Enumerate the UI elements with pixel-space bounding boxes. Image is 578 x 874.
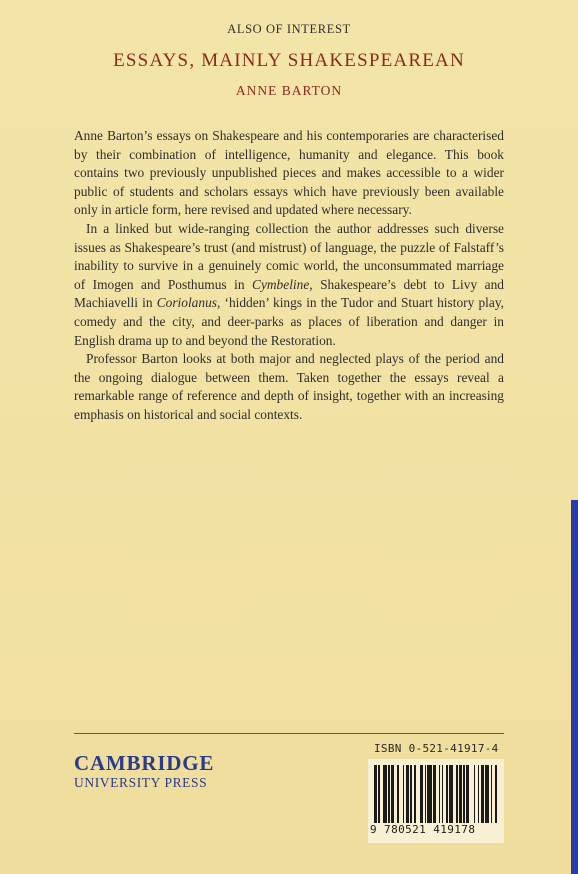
spine-edge <box>571 500 578 874</box>
blurb-paragraph-3: Professor Barton looks at both major and neglected plays of the period and the ongoing dialogue between them. Taken together the essays reveal a remarkable range of reference and depth of insight, together with an increasing emphasis on historical and social contexts. <box>74 351 504 422</box>
book-title: ESSAYS, MAINLY SHAKESPEAREAN <box>113 50 465 71</box>
italic-title-coriolanus: Coriolanus <box>156 295 217 311</box>
italic-title-cymbeline: Cymbeline <box>252 276 310 292</box>
barcode-box <box>368 759 504 843</box>
divider-rule <box>74 733 504 734</box>
isbn-block <box>368 742 504 843</box>
barcode-digits: 9 780521 419178 <box>370 823 476 836</box>
barcode-bar <box>497 765 500 823</box>
blurb-paragraph-2 <box>74 220 504 350</box>
blurb <box>74 127 504 425</box>
blurb-text: , ‘hidden’ kings in the Tudor and Stuart history play, comedy and the city, and deer-parks as places of liberation and danger in English drama up to and beyond the Restoration. <box>74 295 504 348</box>
book-author: ANNE BARTON <box>235 83 343 98</box>
isbn-label: ISBN 0-521-41917-4 <box>374 742 499 755</box>
also-of-interest-label: ALSO OF INTEREST <box>227 22 351 36</box>
barcode <box>374 765 500 823</box>
publisher-name: CAMBRIDGE <box>74 751 215 775</box>
blurb-text: In a linked but wide-ranging collection the author addresses such diverse issues as Shakespeare’s trust (and mistrust) of language, the puzzle of Falstaff’s inability to survive in a genuinely comic world, the unconsummated marriage of Imogen and Posthumus in <box>74 220 504 292</box>
blurb-paragraph-1: Anne Barton’s essays on Shakespeare and his contemporaries are characterised by their combination of intelligence, humanity and elegance. This book contains two previously unpublished pieces and makes accessible to a wider public of students and scholars essays which have previously been available only in article form, here revised and updated where necessary. <box>74 128 504 218</box>
publisher-subtitle: UNIVERSITY PRESS <box>74 775 208 790</box>
publisher-logo <box>74 752 214 792</box>
blurb-text: , Shakespeare’s debt to Livy and Machiavelli in <box>74 276 504 311</box>
